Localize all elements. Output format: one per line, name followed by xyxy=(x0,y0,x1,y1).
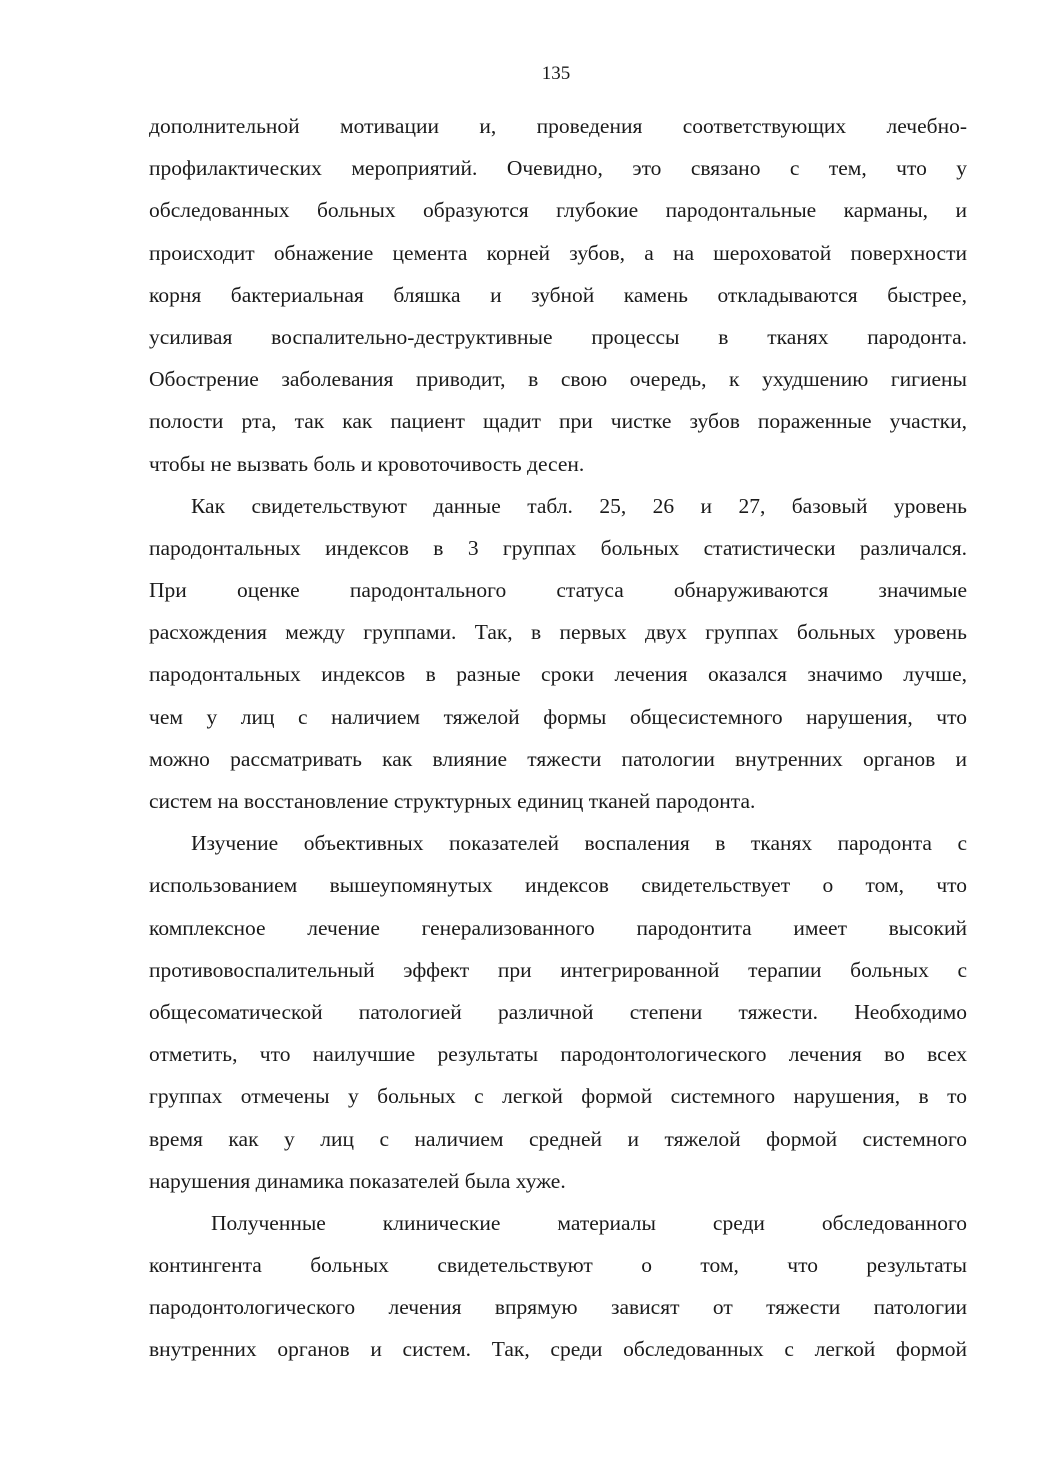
text-line: общесоматической патологией различной степени тяжести. Необходимо xyxy=(149,999,967,1024)
page-number: 135 xyxy=(541,63,571,84)
text-line: чтобы не вызвать боль и кровоточивость десен. xyxy=(149,451,585,476)
text-line: нарушения динамика показателей была хуже. xyxy=(149,1168,566,1193)
text-line: полости рта, так как пациент щадит при чистке зубов пораженные участки, xyxy=(149,409,967,434)
text-line: Изучение объективных показателей воспаления в тканях пародонта с xyxy=(191,831,967,856)
text-line: комплексное лечение генерализованного пародонтита имеет высокий xyxy=(149,915,967,940)
paragraph-3 xyxy=(149,822,967,1202)
text-line: корня бактериальная бляшка и зубной камень откладываются быстрее, xyxy=(149,282,967,307)
text-line: профилактических мероприятий. Очевидно, это связано с тем, что у xyxy=(149,156,967,181)
text-line: пародонтологического лечения впрямую зависят от тяжести патологии xyxy=(149,1295,967,1320)
document-body xyxy=(149,105,967,1371)
paragraph-2 xyxy=(149,485,967,823)
text-line: использованием вышеупомянутых индексов свидетельствует о том, что xyxy=(149,873,967,898)
paragraph-1 xyxy=(149,105,967,485)
text-line: систем на восстановление структурных единиц тканей пародонта. xyxy=(149,789,756,813)
text-line: противовоспалительный эффект при интегрированной терапии больных с xyxy=(149,957,967,982)
text-line: Полученные клинические материалы среди обследованного xyxy=(211,1210,967,1235)
text-line: расхождения между группами. Так, в первых двух группах больных уровень xyxy=(149,620,967,645)
text-line: внутренних органов и систем. Так, среди обследованных с легкой формой xyxy=(149,1337,967,1362)
paragraph-4 xyxy=(149,1202,967,1371)
text-line: происходит обнажение цемента корней зубов, а на шероховатой поверхности xyxy=(149,240,967,265)
text-line: дополнительной мотивации и, проведения соответствующих лечебно- xyxy=(149,114,967,138)
text-line: группах отмечены у больных с легкой формой системного нарушения, в то xyxy=(149,1084,967,1109)
text-line: Обострение заболевания приводит, в свою очередь, к ухудшению гигиены xyxy=(149,367,967,392)
text-line: время как у лиц с наличием средней и тяжелой формой системного xyxy=(149,1126,967,1151)
text-line: контингента больных свидетельствуют о том, что результаты xyxy=(149,1253,967,1278)
text-line: обследованных больных образуются глубокие пародонтальные карманы, и xyxy=(149,198,967,223)
text-line: При оценке пародонтального статуса обнаруживаются значимые xyxy=(149,578,967,603)
text-line: пародонтальных индексов в разные сроки лечения оказался значимо лучше, xyxy=(149,662,967,687)
text-line: отметить, что наилучшие результаты пародонтологического лечения во всех xyxy=(149,1042,967,1067)
text-line: чем у лиц с наличием тяжелой формы общесистемного нарушения, что xyxy=(149,704,967,729)
text-line: пародонтальных индексов в 3 группах больных статистически различался. xyxy=(149,535,967,560)
text-line: можно рассматривать как влияние тяжести патологии внутренних органов и xyxy=(149,746,967,771)
text-line: Как свидетельствуют данные табл. 25, 26 и 27, базовый уровень xyxy=(191,493,967,518)
text-line: усиливая воспалительно-деструктивные процессы в тканях пародонта. xyxy=(149,324,967,349)
